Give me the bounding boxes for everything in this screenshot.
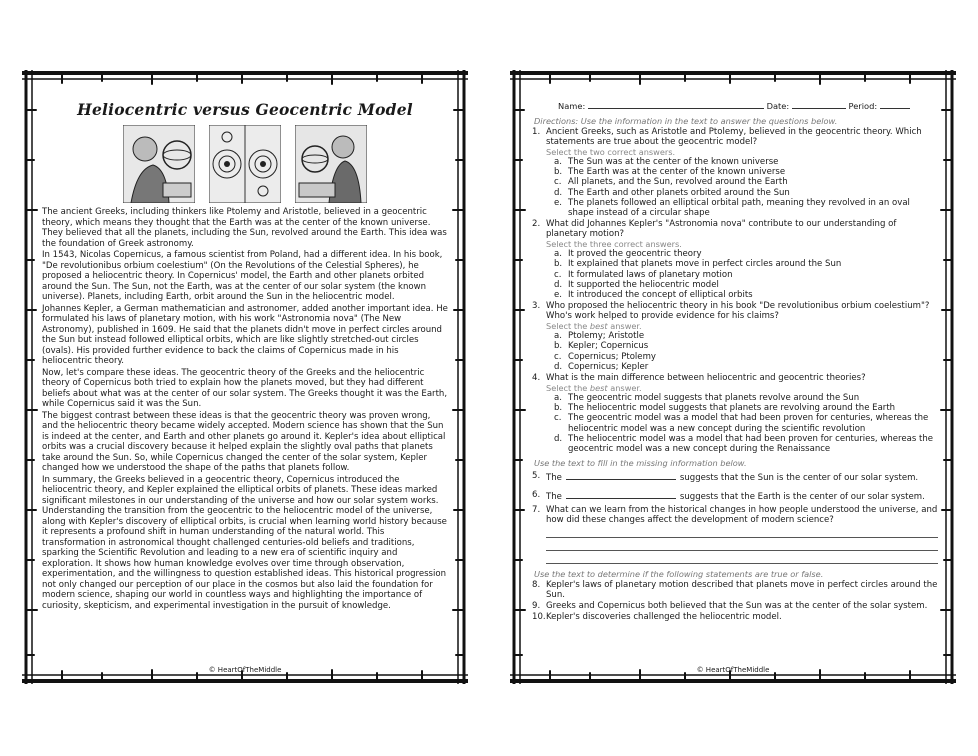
option-letter: c.: [554, 413, 562, 424]
question-hint: Select the three correct answers.: [546, 239, 682, 250]
option-letter: d.: [554, 361, 563, 372]
option-letter: a.: [554, 249, 562, 260]
answer-option[interactable]: [554, 167, 938, 177]
option-letter: d.: [554, 279, 563, 290]
hint-text: Select the: [546, 321, 590, 332]
question-number: 10.: [532, 612, 546, 623]
question-number: 4.: [532, 373, 541, 384]
question-3: [532, 301, 938, 321]
option-text: Copernicus; Ptolemy: [568, 351, 656, 362]
hint-emphasis: best: [589, 383, 608, 394]
question-6: [532, 490, 938, 502]
hint-text: Select the: [546, 383, 590, 394]
question-text: What can we learn from the historical changes in how people understood the universe, and how did these changes affect the development of modern science?: [546, 505, 938, 526]
question-text: suggests that the Earth is the center of our solar system.: [679, 492, 925, 503]
option-text: The Earth and other planets orbited around the Sun: [568, 187, 790, 198]
article-title: Heliocentric versus Geocentric Model: [77, 100, 413, 119]
writing-line[interactable]: [546, 551, 938, 564]
question-hint: [546, 321, 938, 331]
option-text: The geocentric model suggests that planets revolve around the Sun: [568, 393, 860, 404]
question-number: 1.: [532, 127, 541, 137]
writing-line[interactable]: [546, 525, 938, 538]
option-text: The heliocentric model was a model that had been proven for centuries, whereas the geocentric model was a new concept during the Renaissance: [568, 433, 934, 455]
answer-option[interactable]: [554, 259, 938, 269]
answer-option[interactable]: [554, 290, 938, 300]
name-label: Name:: [558, 101, 586, 111]
option-letter: c.: [554, 351, 562, 362]
question-text: Greeks and Copernicus both believed that the Sun was at the center of the solar system.: [546, 601, 928, 612]
hint-text: answer.: [607, 321, 642, 332]
hint-text: answer.: [607, 383, 642, 394]
question-text: Who proposed the heliocentric theory in his book "De revolutionibus orbium coelestium"? Who's work helped to provide evidence for his claims?: [546, 301, 930, 322]
worksheet-page: [510, 70, 956, 684]
answer-option[interactable]: [554, 413, 938, 433]
option-letter: b.: [554, 259, 563, 270]
question-5: [532, 471, 938, 483]
paragraph: Johannes Kepler, a German mathematician and astronomer, added another important idea. He formulated his laws of planetary motion, with his work "Astronomia nova" (The New Astronomy), published in 1609. He said that the planets didn't move in perfect circles around the Sun but instead followed elliptical orbits, which are like slightly stretched-out circles (ovals). His provided further evidence to back the claims of Copernicus made in his heliocentric theory.: [42, 303, 448, 366]
option-letter: b.: [554, 167, 563, 178]
question-text: The: [546, 492, 562, 503]
question-number: 3.: [532, 301, 541, 312]
option-letter: e.: [554, 290, 562, 301]
fill-in-blank[interactable]: [566, 490, 676, 499]
question-7: [532, 505, 938, 525]
option-text: It supported the heliocentric model: [568, 279, 719, 290]
answer-option[interactable]: [554, 270, 938, 280]
question-number: 8.: [532, 580, 541, 591]
answer-option[interactable]: [554, 434, 938, 454]
name-field[interactable]: [588, 100, 764, 109]
option-text: The geocentric model was a model that had been proven for centuries, whereas the heliocentric model was a new concept during the scientific revolution: [568, 413, 929, 434]
option-letter: a.: [554, 393, 562, 404]
option-text: It introduced the concept of elliptical orbits: [568, 290, 753, 301]
name-date-period-line: [532, 100, 938, 112]
option-letter: b.: [554, 341, 563, 352]
answer-option[interactable]: [554, 280, 938, 290]
directions-fill-in: Use the text to fill in the missing information below.: [534, 458, 747, 469]
question-number: 9.: [532, 601, 541, 612]
question-8: [532, 580, 938, 600]
question-2: [532, 219, 938, 239]
option-text: The planets followed an elliptical orbital path, meaning they revolved in an oval shape instead of a circular shape: [568, 197, 910, 219]
period-label: Period:: [848, 101, 878, 111]
option-letter: b.: [554, 403, 563, 414]
option-text: Kepler; Copernicus: [568, 341, 649, 352]
option-text: The Earth was at the center of the known universe: [568, 167, 786, 178]
article-body: [42, 207, 448, 611]
answer-option[interactable]: [554, 331, 938, 341]
directions-multiple-choice: Directions: Use the information in the text to answer the questions below.: [534, 116, 838, 126]
answer-options: [554, 393, 938, 454]
directions-true-false: Use the text to determine if the following statements are true or false.: [534, 569, 824, 580]
question-number: 6.: [532, 490, 541, 501]
astronomer-at-desk-image: [295, 125, 367, 203]
paragraph: In 1543, Nicolas Copernicus, a famous scientist from Poland, had a different idea. In his book, "De revolutionibus orbium coelestium" (On the Revolutions of the Celestial Spheres), he proposed a heliocentric theory. In Copernicus' model, the Earth and other planets orbited around the Sun. The Sun, not the Earth, was at the center of our solar system (the known universe). Planets, including Earth, orbit around the Sun in the heliocentric model.: [42, 250, 443, 302]
question-hint: Select the two correct answers.: [546, 147, 676, 157]
article-page: [22, 70, 468, 684]
question-9: [532, 601, 938, 611]
question-text: The: [546, 473, 562, 484]
illustration-row: [42, 125, 448, 203]
paragraph: In summary, the Greeks believed in a geocentric theory, Copernicus introduced the heliocentric theory, and Kepler explained the elliptical orbits of planets. These ideas marked significant milestones in our understanding of the universe and how our solar system works. Understanding the transition from the geocentric to the heliocentric model of the universe, along with Kepler's discovery of elliptical orbits, is crucial when learning world history because it represents a profound shift in human understanding of the natural world. This transformation in astronomical thought challenged centuries-old beliefs and traditions, sparking the Scientific Revolution and leading to a new era of scientific inquiry and exploration. It shows how human knowledge evolves over time through observation, experimentation, and the willingness to question established ideas. This historical progression not only changed our perception of our place in the cosmos but also laid the foundation for modern science, shaping our world in countless ways and highlighting the importance of curiosity, skepticism, and experimental investigation in the pursuit of knowledge.: [42, 474, 447, 611]
date-label: Date:: [766, 101, 790, 111]
answer-options: [554, 157, 938, 218]
answer-option[interactable]: [554, 198, 938, 218]
option-text: The heliocentric model suggests that planets are revolving around the Earth: [568, 403, 896, 414]
question-text: What did Johannes Kepler's "Astronomia nova" contribute to our understanding of planetary motion?: [546, 219, 897, 240]
hint-emphasis: best: [589, 321, 608, 332]
answer-option[interactable]: [554, 341, 938, 351]
option-letter: e.: [554, 197, 562, 208]
answer-option[interactable]: [554, 403, 938, 413]
option-text: Copernicus; Kepler: [568, 361, 649, 372]
option-text: It proved the geocentric theory: [568, 249, 702, 260]
celestial-spheres-image: [209, 125, 281, 203]
option-letter: a.: [554, 157, 562, 167]
astronomer-portrait-image: [123, 125, 195, 203]
answer-options: [554, 249, 938, 300]
answer-option[interactable]: [554, 362, 938, 372]
question-text: Kepler's discoveries challenged the heliocentric model.: [546, 612, 782, 623]
writing-line[interactable]: [546, 538, 938, 551]
question-text: What is the main difference between heliocentric and geocentric theories?: [546, 373, 866, 384]
option-text: The Sun was at the center of the known universe: [568, 157, 779, 167]
question-number: 7.: [532, 505, 541, 516]
answer-options: [554, 331, 938, 372]
question-hint: [546, 383, 938, 393]
paragraph: Now, let's compare these ideas. The geocentric theory of the Greeks and the heliocentric theory of Copernicus both tried to explain how the planets moved, but they had different beliefs about what was at the center of our solar system. The Greeks thought it was the Earth, while Copernicus said it was the Sun.: [42, 367, 448, 409]
option-text: Ptolemy; Aristotle: [568, 331, 645, 342]
question-number: 5.: [532, 471, 541, 482]
copyright-footer: © HeartOfTheMiddle: [208, 666, 282, 674]
fill-in-blank[interactable]: [566, 471, 676, 480]
question-text: suggests that the Sun is the center of our solar system.: [679, 473, 919, 484]
question-1: [532, 127, 938, 147]
question-number: 2.: [532, 219, 541, 230]
option-letter: a.: [554, 331, 562, 342]
answer-option[interactable]: [554, 157, 938, 167]
question-4: [532, 373, 938, 383]
question-text: Ancient Greeks, such as Aristotle and Ptolemy, believed in the geocentric theory. Which statements are true about the geocentric model?: [546, 127, 922, 147]
answer-option[interactable]: [554, 393, 938, 403]
answer-option[interactable]: [554, 177, 938, 187]
period-field[interactable]: [880, 100, 910, 109]
option-letter: c.: [554, 177, 562, 188]
date-field[interactable]: [792, 100, 846, 109]
option-text: It formulated laws of planetary motion: [568, 269, 733, 280]
option-text: It explained that planets move in perfect circles around the Sun: [568, 259, 842, 270]
paragraph: The ancient Greeks, including thinkers like Ptolemy and Aristotle, believed in a geocentric theory, which means they thought that the Earth was at the center of the known universe. They believed that all the planets, including the Sun, revolved around the Earth. This idea was the foundation of Greek astronomy.: [42, 207, 447, 249]
paragraph: The biggest contrast between these ideas is that the geocentric theory was proven wrong, and the heliocentric theory became widely accepted. Modern science has shown that the Sun is indeed at the center, and Earth and other planets go around it. Kepler's idea about elliptical orbits was a crucial discovery because it helped explain the slightly oval paths that planets take around the Sun. So, while Copernicus changed the center of the solar system, Kepler changed how we understood the shape of the paths that planets follow.: [42, 410, 446, 473]
answer-option[interactable]: [554, 249, 938, 259]
option-letter: d.: [554, 433, 563, 444]
answer-option[interactable]: [554, 188, 938, 198]
answer-option[interactable]: [554, 352, 938, 362]
option-letter: d.: [554, 187, 563, 198]
option-text: All planets, and the Sun, revolved around the Earth: [568, 177, 788, 188]
copyright-footer: © HeartOfTheMiddle: [696, 666, 770, 674]
question-10: [532, 612, 938, 622]
question-text: Kepler's laws of planetary motion described that planets move in perfect circles around the Sun.: [546, 580, 938, 601]
option-letter: c.: [554, 269, 562, 280]
